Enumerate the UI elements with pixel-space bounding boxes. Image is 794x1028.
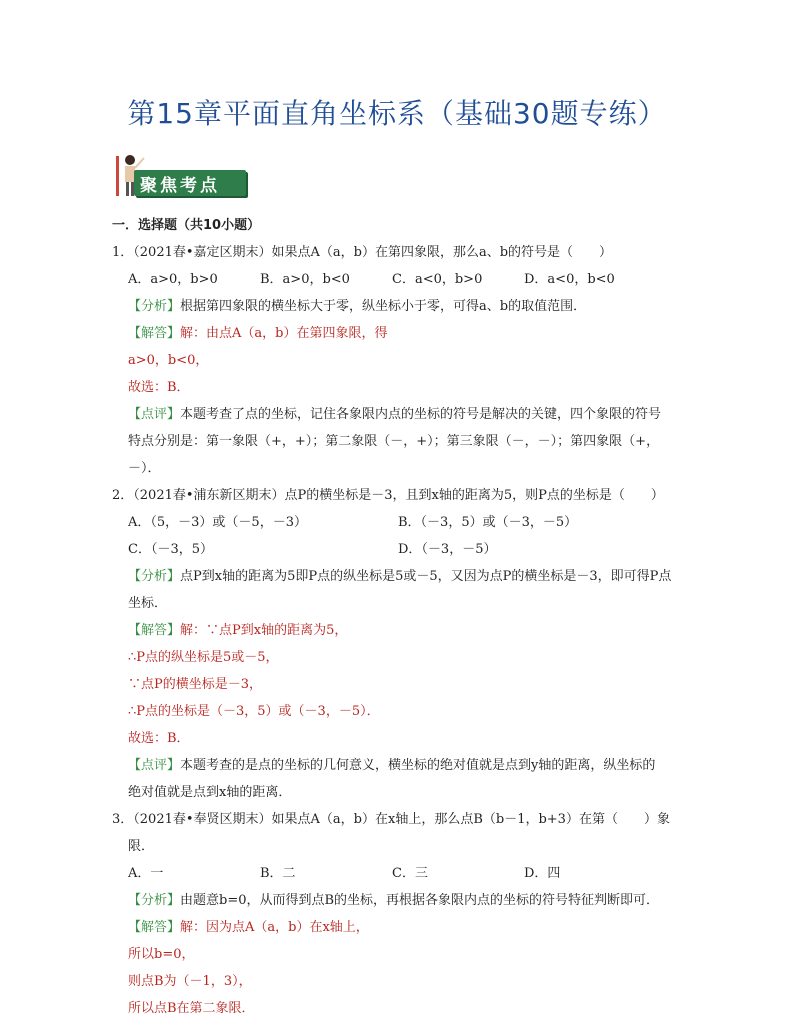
q2-solution-line: ∴P点的坐标是（－3，5）或（－3，－5）． xyxy=(128,704,380,719)
q3-options xyxy=(112,860,684,887)
document-body xyxy=(112,212,684,1022)
q1-solution-line: a>0，b<0， xyxy=(128,353,209,368)
q2-option-d: D．（－3，－5） xyxy=(398,542,497,557)
q3-option-d: D．四 xyxy=(524,866,561,881)
analysis-tag: 【分析】 xyxy=(128,893,181,908)
q1-analysis xyxy=(112,293,684,320)
q1-option-a: A．a>0，b>0 xyxy=(128,272,218,287)
q1-solution-line: 解：由点A（a，b）在第四象限，得 xyxy=(180,326,388,341)
q2-options-row xyxy=(112,536,684,563)
q1-comment-line: 本题考查了点的坐标，记住各象限内点的坐标的符号是解决的关键，四个象限的符号 xyxy=(180,407,662,422)
q1-stem: 1．（2021春•嘉定区期末）如果点A（a，b）在第四象限，那么a、b的符号是（ ） xyxy=(112,245,613,260)
section-heading: 一．选择题（共10小题） xyxy=(112,218,261,233)
q2-solution-line: 解：∵点P到x轴的距离为5， xyxy=(180,623,348,638)
banner-label: 聚焦考点 xyxy=(140,176,220,196)
q3-solution-line: 所以b=0， xyxy=(128,947,195,962)
q1-option-d: D．a<0，b<0 xyxy=(524,272,615,287)
q2-solution-line: ∵点P的横坐标是－3， xyxy=(128,677,263,692)
q2-comment-line: 本题考查的是点的坐标的几何意义，横坐标的绝对值就是点到y轴的距离，纵坐标的 xyxy=(180,758,656,773)
q3-solution-line: 则点B为（－1，3）， xyxy=(128,974,252,989)
q1-options xyxy=(112,266,684,293)
q2-option-a: A．（5，－3）或（－5，－3） xyxy=(128,515,307,530)
q2-solution xyxy=(112,617,684,644)
q3-analysis-text: 由题意b=0，从而得到点B的坐标，再根据各象限内点的坐标的符号特征判断即可． xyxy=(180,893,660,908)
q1-comment xyxy=(112,401,684,428)
q3-stem: 3．（2021春•奉贤区期末）如果点A（a，b）在x轴上，那么点B（b－1，b+3）在第（ ）象 xyxy=(112,812,670,827)
q3-solution-line: 所以点B在第二象限． xyxy=(128,1001,255,1016)
q2-comment xyxy=(112,752,684,779)
q3-analysis xyxy=(112,887,684,914)
page-title: 第15章平面直角坐标系（基础30题专练） xyxy=(127,97,667,130)
analysis-tag: 【分析】 xyxy=(128,299,181,314)
q3-option-b: B．二 xyxy=(260,866,296,881)
q2-analysis xyxy=(112,563,684,590)
q3-solution-line: 解：因为点A（a，b）在x轴上， xyxy=(180,920,369,935)
q1-option-b: B．a>0，b<0 xyxy=(260,272,350,287)
q3-option-c: C．三 xyxy=(392,866,428,881)
q2-choice: 故选：B． xyxy=(128,731,190,746)
q3-stem: 限． xyxy=(128,839,155,854)
comment-tag: 【点评】 xyxy=(128,758,181,773)
q1-choice: 故选：B． xyxy=(128,380,190,395)
analysis-tag: 【分析】 xyxy=(128,569,181,584)
q2-options-row xyxy=(112,509,684,536)
solution-tag: 【解答】 xyxy=(128,326,181,341)
q2-solution-line: ∴P点的纵坐标是5或－5， xyxy=(128,650,279,665)
solution-tag: 【解答】 xyxy=(128,920,181,935)
q2-comment-line: 绝对值就是点到x轴的距离． xyxy=(128,785,292,800)
q3-option-a: A．一 xyxy=(128,866,164,881)
comment-tag: 【点评】 xyxy=(128,407,181,422)
q2-option-c: C．（－3，5） xyxy=(128,542,213,557)
section-banner xyxy=(108,150,248,200)
q2-option-b: B．（－3，5）或（－3，－5） xyxy=(398,515,578,530)
q2-analysis-line: 点P到x轴的距离为5即P点的纵坐标是5或－5，又因为点P的横坐标是－3，即可得P点 xyxy=(180,569,672,584)
q1-analysis-text: 根据第四象限的横坐标大于零，纵坐标小于零，可得a、b的取值范围． xyxy=(180,299,587,314)
q1-solution xyxy=(112,320,684,347)
q1-option-c: C．a<0，b>0 xyxy=(392,272,483,287)
q3-solution xyxy=(112,914,684,941)
q2-stem: 2．（2021春•浦东新区期末）点P的横坐标是－3，且到x轴的距离为5，则P点的坐标是（ ） xyxy=(112,488,664,503)
q2-analysis-line: 坐标． xyxy=(128,596,168,611)
q1-comment-line: －）． xyxy=(128,461,161,476)
q1-comment-line: 特点分别是：第一象限（+，+）；第二象限（－，+）；第三象限（－，－）；第四象限（+， xyxy=(128,434,660,449)
solution-tag: 【解答】 xyxy=(128,623,181,638)
